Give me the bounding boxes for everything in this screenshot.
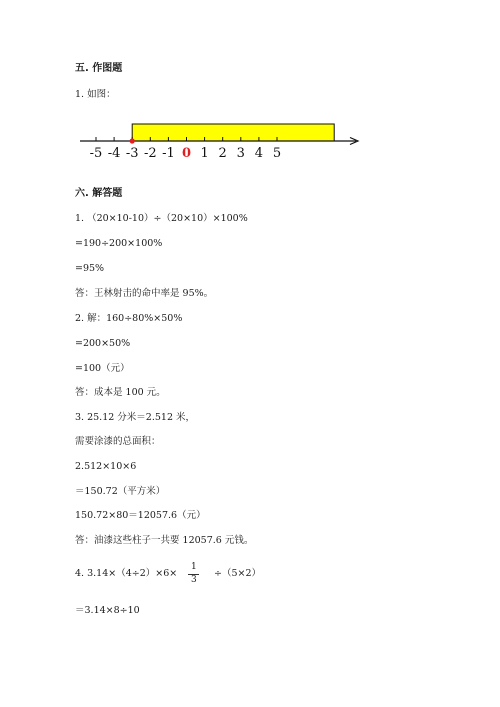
section-heading-answers: 六. 解答题 [75,188,123,199]
answer-line: ＝3.14×8÷10 [75,605,140,616]
tick-label: 2 [218,146,227,161]
tick-label: 0 [181,146,192,161]
tick-label: -4 [107,146,121,161]
tick-label: 1 [200,146,209,161]
answer-line: 答：油漆这些柱子一共要 12057.6 元钱。 [75,535,254,546]
question-4-suffix: ÷（5×2） [214,568,262,579]
tick-label: 5 [272,146,282,161]
answer-line: =95% [75,263,105,274]
question-1-label: 1. 如图： [75,89,116,100]
answer-line: 150.72×80＝12057.6（元） [75,510,206,521]
answer-line: =100（元） [75,363,130,374]
answer-line: =190÷200×100% [75,238,163,249]
marked-point [130,138,135,143]
answer-line: 2.512×10×6 [75,461,137,472]
question-4-prefix: 4. 3.14×（4÷2）×6× [75,568,178,579]
highlight-region [132,124,334,141]
answer-line: =200×50% [75,338,131,349]
tick-label: -3 [125,146,139,161]
answer-line: ＝150.72（平方米） [75,486,166,497]
answer-line: 答：王林射击的命中率是 95%。 [75,288,214,299]
tick-label: -1 [162,146,175,161]
number-line-figure [78,117,368,165]
tick-label: 3 [236,146,245,161]
answer-line: 2. 解：160÷80%×50% [75,313,183,324]
section-heading-drawing: 五. 作图题 [75,63,123,74]
fraction-numerator: 1 [191,562,197,572]
fraction-denominator: 3 [191,575,197,585]
answer-line: 答：成本是 100 元。 [75,387,166,398]
answer-line: 3. 25.12 分米＝2.512 米， [75,412,196,423]
tick-label: 4 [254,146,264,161]
tick-label: -2 [143,146,157,161]
answer-line: 1. （20×10-10）÷（20×10）×100% [75,213,248,224]
answer-line: 需要涂漆的总面积： [75,436,161,447]
tick-label: -5 [89,146,103,161]
